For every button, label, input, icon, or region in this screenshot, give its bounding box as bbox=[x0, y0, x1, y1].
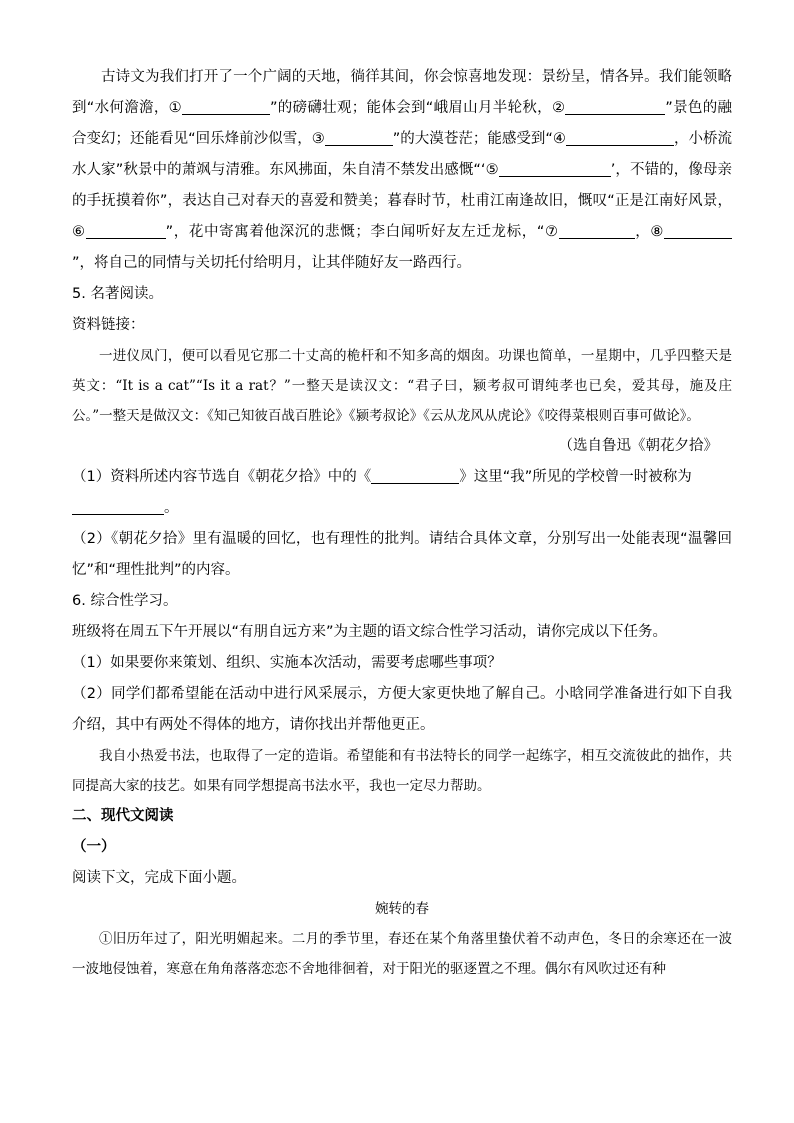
blank-marker-6: ⑥ bbox=[72, 224, 86, 240]
fill-blank-4[interactable] bbox=[566, 129, 674, 146]
q4-text: ’，不错的，像母亲的手抚摸着你”，表达自己对春天的喜爱和赞美；暮春时节，杜甫江南逢故旧，慨叹“正是江南好风景， bbox=[72, 162, 732, 209]
q5-sub2: （2）《朝花夕拾》里有温暖的回忆，也有理性的批判。请结合具体文章，分别写出一处能表现“温馨回忆”和“理性批判”的内容。 bbox=[72, 531, 732, 578]
q4-text: ，小桥流水人家”秋景中的萧飒与清雅。东风拂面，朱自清不禁发出感慨“‘ bbox=[72, 131, 733, 178]
section2-heading: 二、现代文阅读 bbox=[72, 808, 174, 824]
q4-text: ”的大漠苍茫；能感受到“ bbox=[392, 131, 553, 147]
fill-blank-7[interactable] bbox=[559, 222, 635, 239]
q5-sub1-text: （1）资料所述内容节选自《朝花夕拾》中的《 bbox=[72, 469, 372, 485]
q4-paragraph bbox=[72, 62, 732, 279]
fill-blank-6[interactable] bbox=[86, 222, 166, 239]
q4-text: ”的磅礴壮观；能体会到“峨眉山月半轮秋， bbox=[269, 100, 552, 116]
blank-marker-7: ⑦ bbox=[544, 224, 559, 240]
fill-blank-1[interactable] bbox=[182, 98, 270, 115]
article-title: 婉转的春 bbox=[375, 901, 429, 917]
document-page bbox=[72, 62, 732, 984]
blank-marker-4: ④ bbox=[552, 131, 566, 147]
q5-excerpt: 一进仪凤门，便可以看见它那二十丈高的桅杆和不知多高的烟囱。功课也简单，一星期中，几乎四整天是英文：“It is a cat”“Is it a rat？”一整天是读汉文：“君子曰，颍考叔可谓纯孝也已矣，爱其母，施及庄公。”一整天是做汉文：《知己知彼百战百胜论》《颍考叔论》《云从龙风从虎论》《咬得菜根则百事可做论》。 bbox=[72, 348, 732, 424]
section2-instruction: 阅读下文，完成下面小题。 bbox=[72, 870, 246, 886]
q4-text: ”，将自己的同情与关切托付给明月，让其伴随好友一路西行。 bbox=[72, 255, 472, 271]
q5-blank-title[interactable] bbox=[371, 467, 459, 484]
blank-marker-3: ③ bbox=[311, 131, 325, 147]
q5-sub1-text: 》这里“我”所见的学校曾一时被称为 bbox=[459, 469, 692, 485]
q6-heading: 6. 综合性学习。 bbox=[72, 593, 178, 609]
q4-text: ”景色的融合变幻；还能看见“回乐烽前沙似雪， bbox=[72, 100, 733, 147]
blank-marker-1: ① bbox=[168, 100, 182, 116]
article-paragraph-1: ①旧历年过了，阳光明媚起来。二月的季节里，春还在某个角落里蛰伏着不动声色，冬日的余寒还在一波一波地侵蚀着，寒意在角角落落恋恋不舍地徘徊着，对于阳光的驱逐置之不理。偶尔有风吹过还有种 bbox=[72, 931, 732, 977]
q6-sub2: （2）同学们都希望能在活动中进行风采展示，方便大家更快地了解自己。小晗同学准备进行如下自我介绍，其中有两处不得体的地方，请你找出并帮他更正。 bbox=[72, 686, 732, 733]
blank-marker-2: ② bbox=[551, 100, 566, 116]
section2-part: （一） bbox=[72, 839, 116, 855]
q4-text: ”，花中寄寓着他深沉的悲慨；李白闻听好友左迁龙标，“ bbox=[165, 224, 545, 240]
q5-sub1-text: 。 bbox=[164, 500, 179, 516]
fill-blank-8[interactable] bbox=[664, 222, 732, 239]
q4-text: ， bbox=[634, 224, 651, 240]
q5-link-label: 资料链接： bbox=[72, 317, 145, 333]
blank-marker-5: ⑤ bbox=[485, 162, 499, 178]
fill-blank-2[interactable] bbox=[565, 98, 665, 115]
blank-marker-8: ⑧ bbox=[650, 224, 665, 240]
q5-sub1 bbox=[72, 462, 732, 524]
fill-blank-3[interactable] bbox=[325, 129, 393, 146]
q5-heading: 5. 名著阅读。 bbox=[72, 286, 163, 302]
q6-self-introduction: 我自小热爱书法，也取得了一定的造诣。希望能和有书法特长的同学一起练字，相互交流彼此的拙作，共同提高大家的技艺。如果有同学想提高书法水平，我也一定尽力帮助。 bbox=[72, 748, 732, 794]
q4-text: 古诗文为我们打开了一个广阔的天地，徜徉其间，你会惊喜地发现：景纷呈，情各异。我们能领略到“水何澹澹， bbox=[72, 69, 732, 116]
q6-sub1: （1）如果要你来策划、组织、实施本次活动，需要考虑哪些事项？ bbox=[72, 655, 502, 671]
q6-intro: 班级将在周五下午开展以“有朋自远方来”为主题的语文综合性学习活动，请你完成以下任务。 bbox=[72, 624, 668, 640]
fill-blank-5[interactable] bbox=[499, 160, 611, 177]
q5-source: （选自鲁迅《朝花夕拾》 bbox=[558, 438, 718, 454]
q5-blank-name[interactable] bbox=[72, 498, 164, 515]
